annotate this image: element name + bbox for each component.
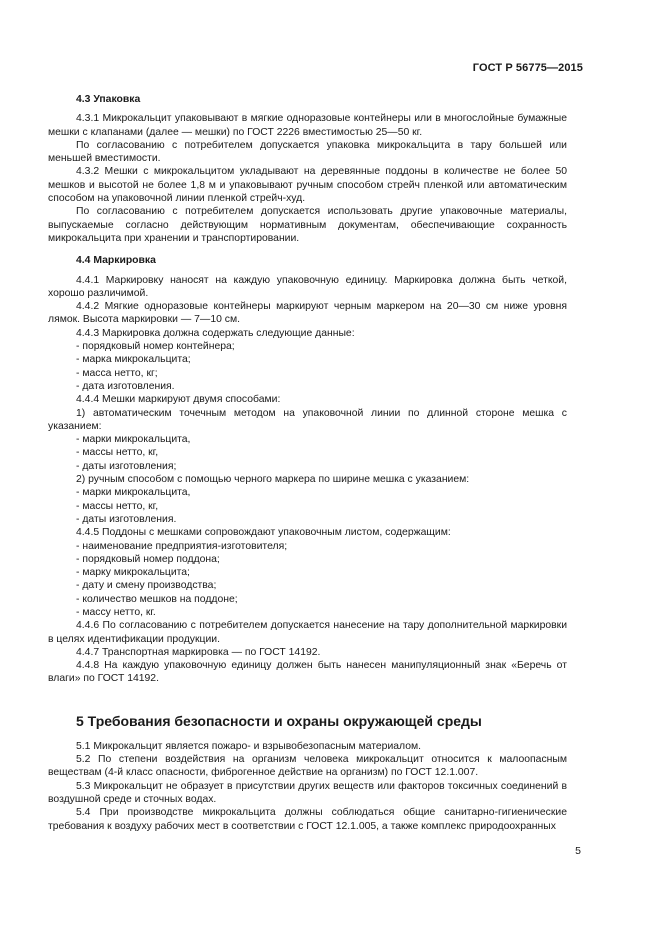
list-item: - дата изготовления. <box>76 380 175 392</box>
list-item: - массы нетто, кг, <box>76 500 159 512</box>
list-item: - массу нетто, кг. <box>76 606 156 618</box>
list-item: - дату и смену производства; <box>76 580 217 592</box>
list-item: - марки микрокальцита, <box>76 487 191 499</box>
section-heading-4-4: 4.4 Маркировка <box>76 255 156 267</box>
paragraph-4-4-4-method-1: 1) автоматическим точечным методом на упаковочной линии по длинной стороне мешка с указанием: <box>48 407 567 432</box>
section-heading-4-3: 4.3 Упаковка <box>76 94 141 105</box>
document-id: ГОСТ Р 56775—2015 <box>472 62 583 74</box>
list-item: - массы нетто, кг, <box>76 447 159 459</box>
paragraph-4-4-6: 4.4.6 По согласованию с потребителем допускается нанесение на тару дополнительной маркировки в целях идентификации продукции. <box>48 620 567 645</box>
paragraph-5-1: 5.1 Микрокальцит является пожаро- и взрывобезопасным материалом. <box>76 740 422 752</box>
list-item: - порядковый номер контейнера; <box>76 341 235 353</box>
paragraph-4-3-1: 4.3.1 Микрокальцит упаковывают в мягкие одноразовые контейнеры или в многослойные бумажные мешки с клапанами (далее — мешки) по ГОСТ 2226 вместимостью 25—50 кг. <box>48 113 567 138</box>
paragraph-4-4-3: 4.4.3 Маркировка должна содержать следующие данные: <box>76 327 355 339</box>
list-item: - даты изготовления; <box>76 460 177 472</box>
list-item: - порядковый номер поддона; <box>76 553 220 565</box>
paragraph-5-3: 5.3 Микрокальцит не образует в присутствии других веществ или факторов токсичных соединений в воздушной среде и сточных водах. <box>48 780 567 805</box>
list-item: - марка микрокальцита; <box>76 354 191 366</box>
paragraph-4-4-7: 4.4.7 Транспортная маркировка — по ГОСТ 14192. <box>76 646 321 658</box>
paragraph-4-4-1: 4.4.1 Маркировку наносят на каждую упаковочную единицу. Маркировка должна быть четкой, хорошо различимой. <box>48 274 567 299</box>
list-item: - даты изготовления. <box>76 513 177 525</box>
list-item: - марки микрокальцита, <box>76 434 191 446</box>
paragraph-5-2: 5.2 По степени воздействия на организм человека микрокальцит относится к малоопасным веществам (4-й класс опасности, фиброгенное действие на организм) по ГОСТ 12.1.007. <box>48 754 567 779</box>
page-number: 5 <box>575 845 581 857</box>
paragraph-4-4-5: 4.4.5 Поддоны с мешками сопровождают упаковочным листом, содержащим: <box>76 527 451 539</box>
paragraph-4-3-2: 4.3.2 Мешки с микрокальцитом укладывают на деревянные поддоны в количестве не более 50 мешков и высотой не более 1,8 м и упаковывают ручным способом стрейч пленкой или автоматическим способом на упаковочной линии пленкой стрейч-худ. <box>48 166 567 205</box>
paragraph-4-3-1-note: По согласованию с потребителем допускается упаковка микрокальцита в тару большей или меньшей вместимости. <box>48 139 567 165</box>
paragraph-4-4-2: 4.4.2 Мягкие одноразовые контейнеры маркируют черным маркером на 20—30 см ниже уровня лямок. Высота маркировки — 7—10 см. <box>48 301 567 326</box>
list-item: - наименование предприятия-изготовителя; <box>76 540 288 552</box>
list-item: - масса нетто, кг; <box>76 367 158 379</box>
list-item: - количество мешков на поддоне; <box>76 593 238 605</box>
paragraph-4-4-4-method-2: 2) ручным способом с помощью черного маркера по ширине мешка с указанием: <box>76 474 470 486</box>
paragraph-5-4: 5.4 При производстве микрокальцита должны соблюдаться общие санитарно-гигиенические требования к воздуху рабочих мест в соответствии с ГОСТ 12.1.005, а также комплекс природоохранных <box>48 807 567 832</box>
section-title-5: 5 Требования безопасности и охраны окружающей среды <box>76 712 482 729</box>
list-item: - марку микрокальцита; <box>76 567 190 579</box>
document-body <box>48 93 567 833</box>
paragraph-4-3-2-note: По согласованию с потребителем допускается использовать другие упаковочные материалы, выпускаемые согласно действующим нормативным документам, обеспечивающие сохранность микрокальцита при хранении и транспортировании. <box>48 206 567 244</box>
paragraph-4-4-4: 4.4.4 Мешки маркируют двумя способами: <box>76 394 281 406</box>
paragraph-4-4-8: 4.4.8 На каждую упаковочную единицу должен быть нанесен манипуляционный знак «Беречь от влаги» по ГОСТ 14192. <box>48 660 567 685</box>
